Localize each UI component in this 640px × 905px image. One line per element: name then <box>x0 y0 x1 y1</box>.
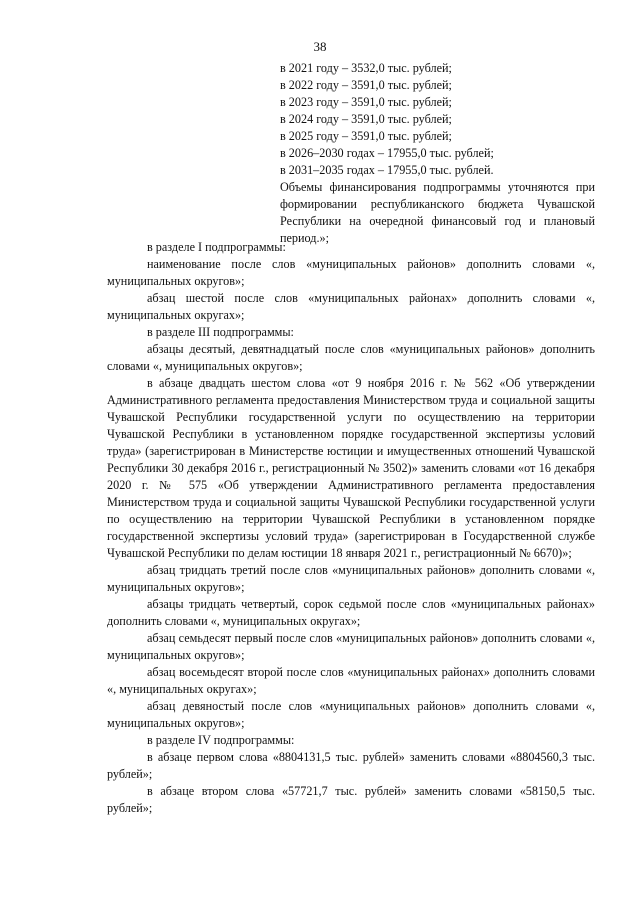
financing-block <box>280 60 595 247</box>
financing-line-2031-2035: в 2031–2035 годах – 17955,0 тыс. рублей. <box>280 163 494 177</box>
financing-line-2022: в 2022 году – 3591,0 тыс. рублей; <box>280 78 452 92</box>
page-number: 38 <box>313 39 327 54</box>
financing-line-2024: в 2024 году – 3591,0 тыс. рублей; <box>280 112 452 126</box>
financing-line-2025: в 2025 году – 3591,0 тыс. рублей; <box>280 129 452 143</box>
section-heading: в разделе III подпрограммы: <box>147 325 294 339</box>
paragraph: абзац восемьдесят второй после слов «муниципальных районах» дополнить словами «, муниципальных округах»; <box>107 665 595 696</box>
paragraph: наименование после слов «муниципальных районов» дополнить словами «, муниципальных округов»; <box>107 257 595 288</box>
section-heading: в разделе I подпрограммы: <box>147 240 286 254</box>
financing-line-2026-2030: в 2026–2030 годах – 17955,0 тыс. рублей; <box>280 146 494 160</box>
paragraph: абзац семьдесят первый после слов «муниципальных районов» дополнить словами «, муниципальных округов»; <box>107 631 595 662</box>
section-heading: в разделе IV подпрограммы: <box>147 733 295 747</box>
document-body <box>107 239 595 817</box>
paragraph: в абзаце втором слова «57721,7 тыс. рублей» заменить словами «58150,5 тыс. рублей»; <box>107 784 595 815</box>
financing-line-2021: в 2021 году – 3532,0 тыс. рублей; <box>280 61 452 75</box>
paragraph: абзац тридцать третий после слов «муниципальных районов» дополнить словами «, муниципальных округов»; <box>107 563 595 594</box>
paragraph: абзац девяностый после слов «муниципальных районов» дополнить словами «, муниципальных округов»; <box>107 699 595 730</box>
financing-line-2023: в 2023 году – 3591,0 тыс. рублей; <box>280 95 452 109</box>
paragraph: в абзаце первом слова «8804131,5 тыс. рублей» заменить словами «8804560,3 тыс. рублей»; <box>107 750 595 781</box>
paragraph: абзац шестой после слов «муниципальных районах» дополнить словами «, муниципальных округах»; <box>107 291 595 322</box>
paragraph: абзацы десятый, девятнадцатый после слов «муниципальных районов» дополнить словами «, муниципальных округов»; <box>107 342 595 373</box>
paragraph: в абзаце двадцать шестом слова «от 9 ноября 2016 г. № 562 «Об утверждении Административного регламента предоставления Министерством труда и социальной защиты Чувашской Республики государственной услуги по осуществлению на территории Чувашской Республики в установленном порядке государственной экспертизы условий труда» (зарегистрирован в Министерстве юстиции и имущественных отношений Чувашской Республики 30 декабря 2016 г., регистрационный № 3502)» заменить словами «от 16 декабря 2020 г. № 575 «Об утверждении Административного регламента предоставления Министерством труда и социальной защиты Чувашской Республики государственной услуги по осуществлению на территории Чувашской Республики в установленном порядке государственной экспертизы условий труда» (зарегистрирован в Государственной службе Чувашской Республики по делам юстиции 18 января 2021 г., регистрационный № 6670)»; <box>107 376 595 560</box>
paragraph: абзацы тридцать четвертый, сорок седьмой после слов «муниципальных районах» дополнить словами «, муниципальных округах»; <box>107 597 595 628</box>
financing-note: Объемы финансирования подпрограммы уточняются при формировании республиканского бюджета Чувашской Республики на очередной финансовый год и плановый период.»; <box>280 180 595 245</box>
